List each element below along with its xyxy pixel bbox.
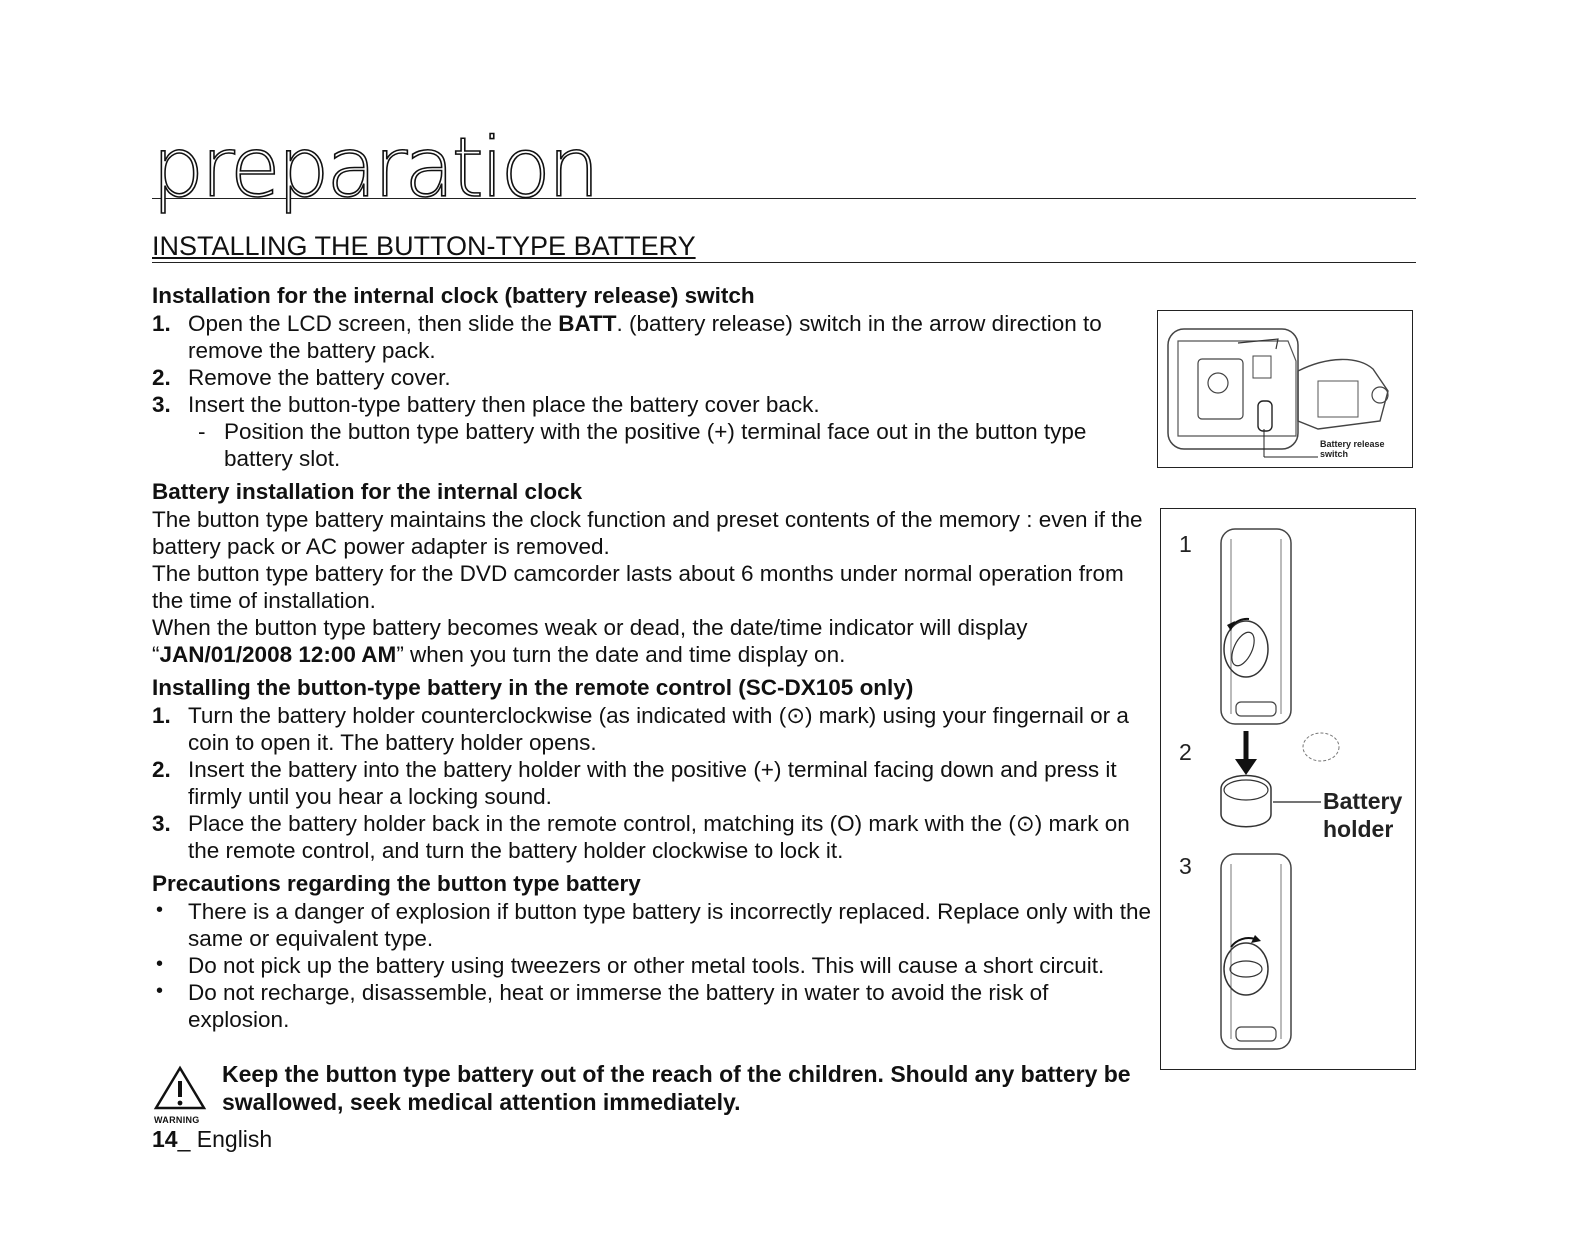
step-text: Open the LCD screen, then slide the — [188, 311, 559, 336]
dash-marker: - — [198, 419, 206, 444]
paragraph — [152, 614, 1152, 668]
bullet-marker: • — [156, 953, 164, 975]
paragraph: The button type battery maintains the clock function and preset contents of the memory : even if the battery pack or AC power adapter is removed. — [152, 507, 1143, 559]
step-number: 2. — [152, 757, 171, 782]
step-text: Insert the battery into the battery holder with the positive (+) terminal facing down and press it firmly until you hear a locking sound. — [188, 757, 1117, 809]
step-text: . (battery release) switch in the arrow direction to remove the battery pack. — [188, 311, 1102, 363]
chapter-title: preparation — [152, 121, 597, 216]
warning-block — [152, 1060, 1162, 1125]
page-number: 14 — [152, 1126, 178, 1152]
precaution-text: Do not recharge, disassemble, heat or immerse the battery in water to avoid the risk of explosion. — [188, 980, 1049, 1032]
paragraph-text: When the button type battery becomes weak or dead, the date/time indicator will display “ — [152, 615, 1028, 667]
battery-installation-heading: Battery installation for the internal clock — [152, 479, 583, 504]
battery-holder-label — [1323, 787, 1402, 843]
page-language: _ English — [177, 1126, 273, 1152]
step-number: 3. — [152, 392, 171, 417]
list-item — [152, 310, 1152, 364]
figure-step-1: 1 — [1179, 531, 1192, 557]
list-item — [152, 364, 1152, 391]
step-number: 1. — [152, 703, 171, 728]
internal-clock-steps — [152, 310, 1152, 472]
remote-control-figure — [1160, 508, 1416, 1070]
note-text: Position the button type battery with the positive (+) terminal face out in the button type battery slot. — [224, 419, 1087, 471]
label-line: switch — [1320, 449, 1349, 459]
step-text: Place the battery holder back in the remote control, matching its (O) mark with the (⊙) mark on the remote control, and turn the battery holder clockwise to lock it. — [188, 811, 1130, 863]
step-number: 3. — [152, 811, 171, 836]
step-text: Turn the battery holder counterclockwise (as indicated with (⊙) mark) using your fingernail or a coin to open it. The battery holder opens. — [188, 703, 1129, 755]
list-item — [152, 979, 1152, 1033]
precautions-heading: Precautions regarding the button type battery — [152, 871, 641, 896]
list-item — [152, 898, 1152, 952]
list-item — [152, 756, 1152, 810]
list-item-note — [152, 418, 1152, 472]
warning-text: Keep the button type battery out of the reach of the children. Should any battery be swallowed, seek medical attention immediately. — [222, 1061, 1131, 1115]
bullet-marker: • — [156, 980, 164, 1002]
internal-clock-heading: Installation for the internal clock (battery release) switch — [152, 283, 755, 308]
label-line: Battery — [1323, 788, 1403, 814]
chapter-header — [152, 118, 1416, 216]
paragraph: The button type battery for the DVD camcorder lasts about 6 months under normal operation from the time of installation. — [152, 561, 1124, 613]
bullet-marker: • — [156, 899, 164, 921]
precautions-list — [152, 898, 1152, 1033]
paragraph-text: ” when you turn the date and time display on. — [396, 642, 846, 667]
label-line: holder — [1323, 816, 1394, 842]
page-footer — [152, 1126, 272, 1153]
figure-step-3: 3 — [1179, 853, 1192, 879]
remote-control-steps — [152, 702, 1152, 864]
step-bold-text: BATT — [558, 311, 617, 336]
step-number: 2. — [152, 365, 171, 390]
step-text: Insert the button-type battery then place the battery cover back. — [188, 392, 820, 417]
battery-release-switch-label — [1320, 439, 1385, 459]
section-title-text: INSTALLING THE BUTTON-TYPE BATTERY — [152, 231, 696, 261]
list-item — [152, 952, 1152, 979]
warning-icon-label: WARNING — [154, 1115, 200, 1125]
main-content — [152, 282, 1152, 1033]
list-item — [152, 810, 1152, 864]
figure-step-2: 2 — [1179, 739, 1192, 765]
label-line: Battery release — [1320, 439, 1385, 449]
section-title — [152, 230, 1416, 263]
list-item — [152, 702, 1152, 756]
precaution-text: Do not pick up the battery using tweezers or other metal tools. This will cause a short circuit. — [188, 953, 1105, 978]
step-text: Remove the battery cover. — [188, 365, 451, 390]
camcorder-figure — [1157, 310, 1413, 468]
list-item — [152, 391, 1152, 418]
remote-control-heading: Installing the button-type battery in the remote control (SC-DX105 only) — [152, 675, 914, 700]
precaution-text: There is a danger of explosion if button type battery is incorrectly replaced. Replace only with the same or equivalent type. — [188, 899, 1152, 951]
step-number: 1. — [152, 311, 171, 336]
date-display-text: JAN/01/2008 12:00 AM — [159, 642, 397, 667]
